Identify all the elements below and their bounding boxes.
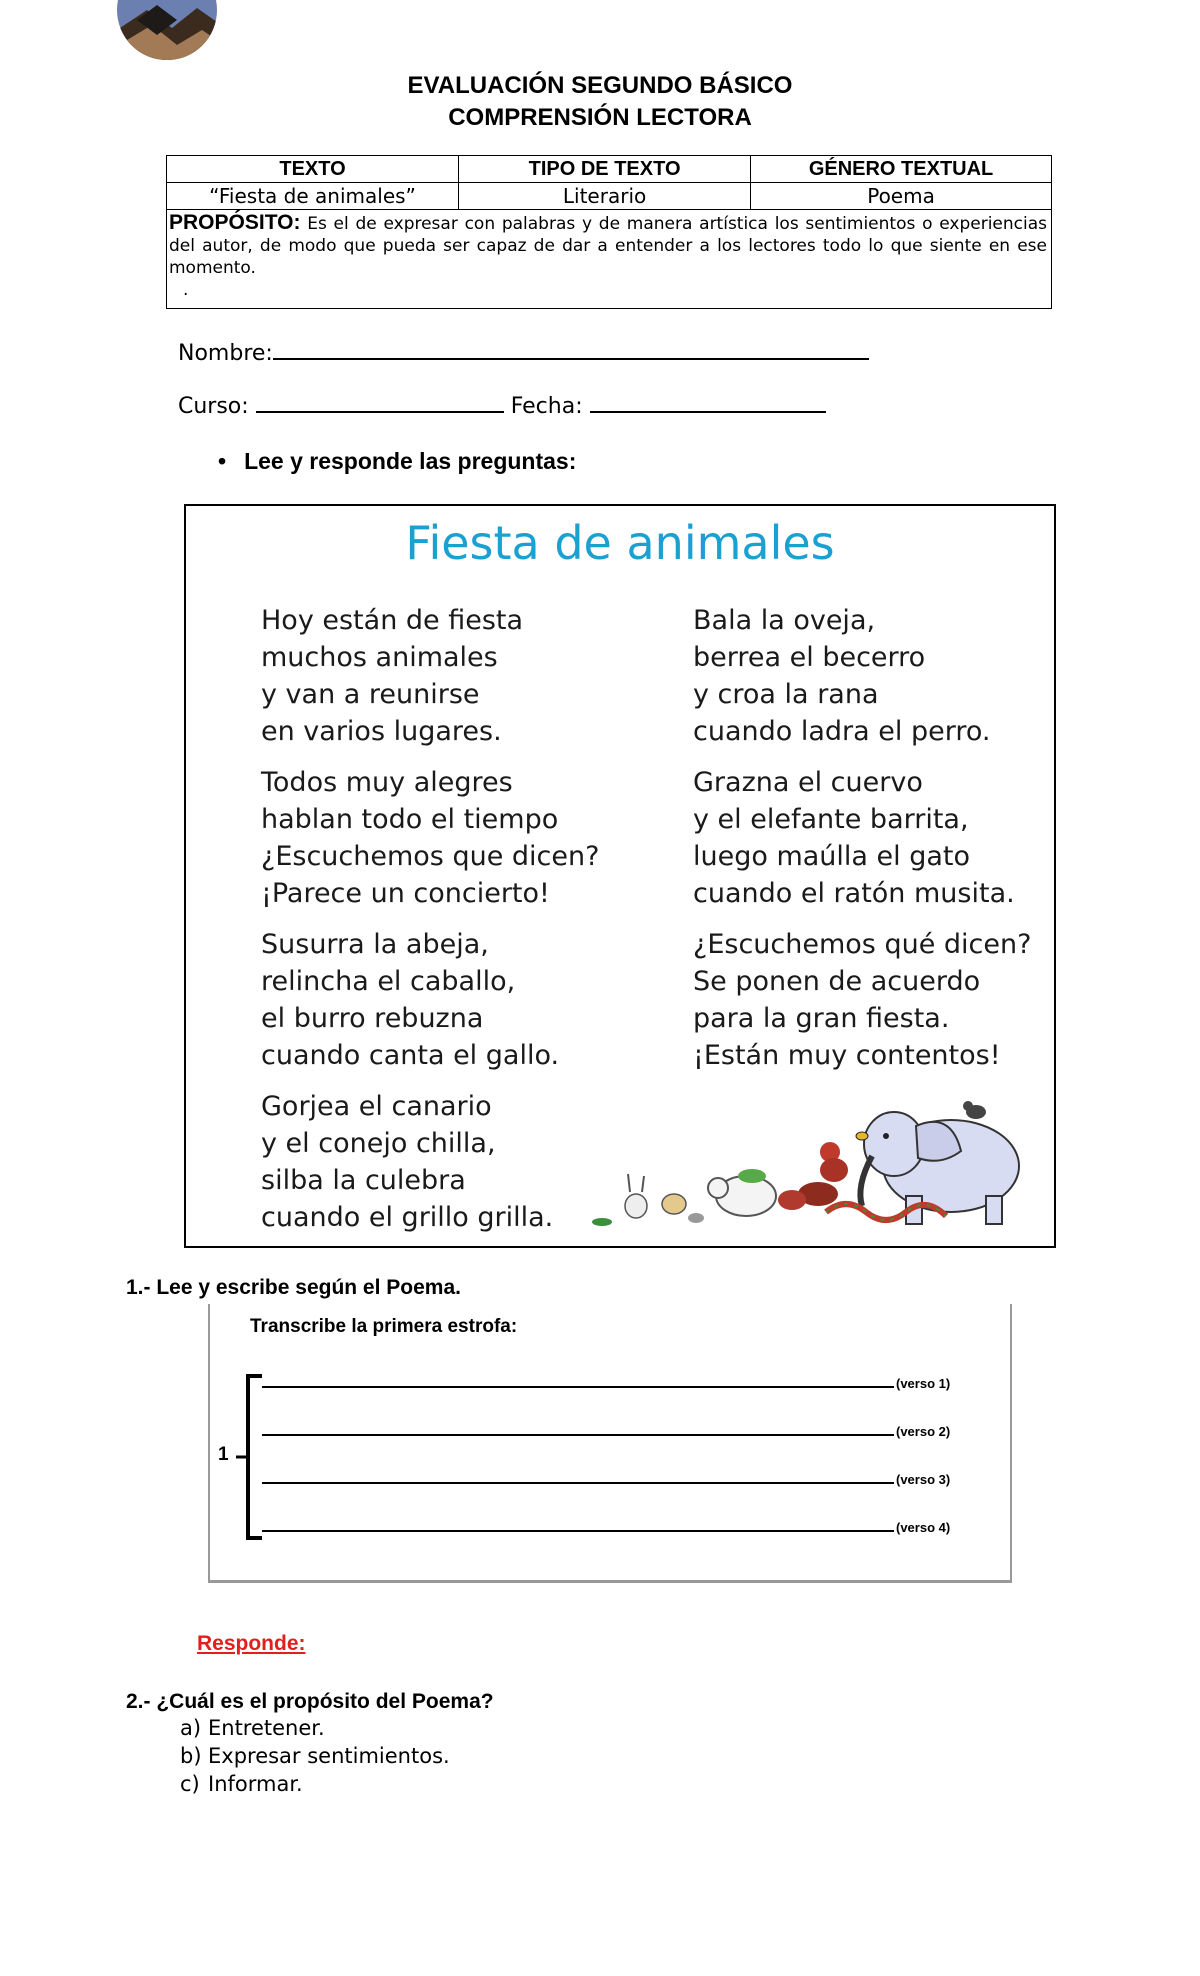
verse-2-line[interactable] (262, 1434, 894, 1436)
verse: cuando canta el gallo. (261, 1040, 560, 1071)
responde-label: Responde: (197, 1632, 306, 1655)
verse: muchos animales (261, 642, 498, 673)
verse: Hoy están de fiesta (261, 605, 524, 636)
value-genero-textual: Poema (751, 183, 1052, 210)
purpose-cell (167, 210, 1052, 309)
header-genero-textual: GÉNERO TEXTUAL (751, 156, 1052, 183)
verse: y van a reunirse (261, 679, 480, 710)
verse: cuando el grillo grilla. (261, 1202, 554, 1233)
transcribe-title: Transcribe la primera estrofa: (250, 1316, 518, 1337)
verse: ¡Están muy contentos! (693, 1040, 1001, 1071)
option-b[interactable] (180, 1744, 450, 1768)
option-c-text: Informar. (208, 1772, 303, 1796)
name-label: Nombre: (178, 341, 273, 366)
verse-1-label: (verso 1) (896, 1376, 951, 1391)
verse: cuando ladra el perro. (693, 716, 991, 747)
bracket-icon (234, 1374, 264, 1540)
value-texto: “Fiesta de animales” (167, 183, 459, 210)
verse: Todos muy alegres (261, 767, 513, 798)
purpose-label: PROPÓSITO: (169, 211, 301, 234)
verse: el burro rebuzna (261, 1003, 484, 1034)
name-field (178, 338, 869, 366)
stanza-right-1 (693, 602, 990, 750)
instruction-text: Lee y responde las preguntas: (244, 448, 577, 474)
date-input-line[interactable] (590, 391, 826, 413)
verse: cuando el ratón musita. (693, 878, 1015, 909)
verse: para la gran fiesta. (693, 1003, 950, 1034)
verse-1-line[interactable] (262, 1386, 894, 1388)
animals-illustration (556, 1066, 1052, 1242)
poem-title: Fiesta de animales (405, 516, 835, 570)
verse: y croa la rana (693, 679, 879, 710)
course-label: Curso: (178, 394, 249, 419)
poem-box (184, 504, 1056, 1248)
option-a-text: Entretener. (208, 1716, 325, 1740)
stanza-number: 1 (218, 1444, 229, 1465)
course-input-line[interactable] (256, 391, 504, 413)
info-table (166, 155, 1052, 309)
date-label: Fecha: (510, 394, 583, 419)
stanza-left-2 (261, 764, 599, 912)
verse: ¿Escuchemos qué dicen? (693, 929, 1032, 960)
transcribe-box (208, 1304, 1012, 1583)
verse: Gorjea el canario (261, 1091, 492, 1122)
bullet-icon: • (218, 448, 227, 474)
option-a-letter: a) (180, 1716, 202, 1740)
verse: Se ponen de acuerdo (693, 966, 981, 997)
verse: y el elefante barrita, (693, 804, 969, 835)
instruction (218, 448, 576, 475)
option-b-letter: b) (180, 1744, 202, 1768)
stanza-right-2 (693, 764, 1015, 912)
question-1-label: 1.- Lee y escribe según el Poema. (126, 1276, 461, 1299)
verse-4-label: (verso 4) (896, 1520, 951, 1535)
stanza-left-3 (261, 926, 559, 1074)
header-tipo-texto: TIPO DE TEXTO (459, 156, 751, 183)
option-b-text: Expresar sentimientos. (208, 1744, 450, 1768)
verse-4-line[interactable] (262, 1530, 894, 1532)
verse: Bala la oveja, (693, 605, 876, 636)
verse: silba la culebra (261, 1165, 466, 1196)
verse: y el conejo chilla, (261, 1128, 496, 1159)
verse: Susurra la abeja, (261, 929, 489, 960)
verse: relincha el caballo, (261, 966, 516, 997)
verse: ¿Escuchemos que dicen? (261, 841, 600, 872)
course-date-field (178, 391, 826, 419)
verse: hablan todo el tiempo (261, 804, 559, 835)
question-2-label: 2.- ¿Cuál es el propósito del Poema? (126, 1690, 494, 1713)
purpose-dot: . (183, 280, 189, 300)
verse-3-label: (verso 3) (896, 1472, 951, 1487)
stanza-left-1 (261, 602, 523, 750)
verse: Grazna el cuervo (693, 767, 923, 798)
stanza-left-4 (261, 1088, 553, 1236)
verse-2-label: (verso 2) (896, 1424, 951, 1439)
option-c[interactable] (180, 1772, 303, 1796)
verse: ¡Parece un concierto! (261, 878, 550, 909)
purpose-text: Es el de expresar con palabras y de manera artística los sentimientos o experiencias del autor, de modo que pueda ser capaz de dar a entender a los lectores todo lo que siente en ese momento. (169, 214, 1047, 278)
verse: luego maúlla el gato (693, 841, 971, 872)
verse-3-line[interactable] (262, 1482, 894, 1484)
header-texto: TEXTO (167, 156, 459, 183)
page-title: EVALUACIÓN SEGUNDO BÁSICO (407, 72, 793, 99)
option-c-letter: c) (180, 1772, 200, 1796)
option-a[interactable] (180, 1716, 325, 1740)
verse: berrea el becerro (693, 642, 926, 673)
value-tipo-texto: Literario (459, 183, 751, 210)
school-logo (117, 0, 217, 64)
stanza-right-3 (693, 926, 1031, 1074)
verse: en varios lugares. (261, 716, 502, 747)
name-input-line[interactable] (273, 338, 869, 360)
page-subtitle: COMPRENSIÓN LECTORA (448, 104, 752, 131)
